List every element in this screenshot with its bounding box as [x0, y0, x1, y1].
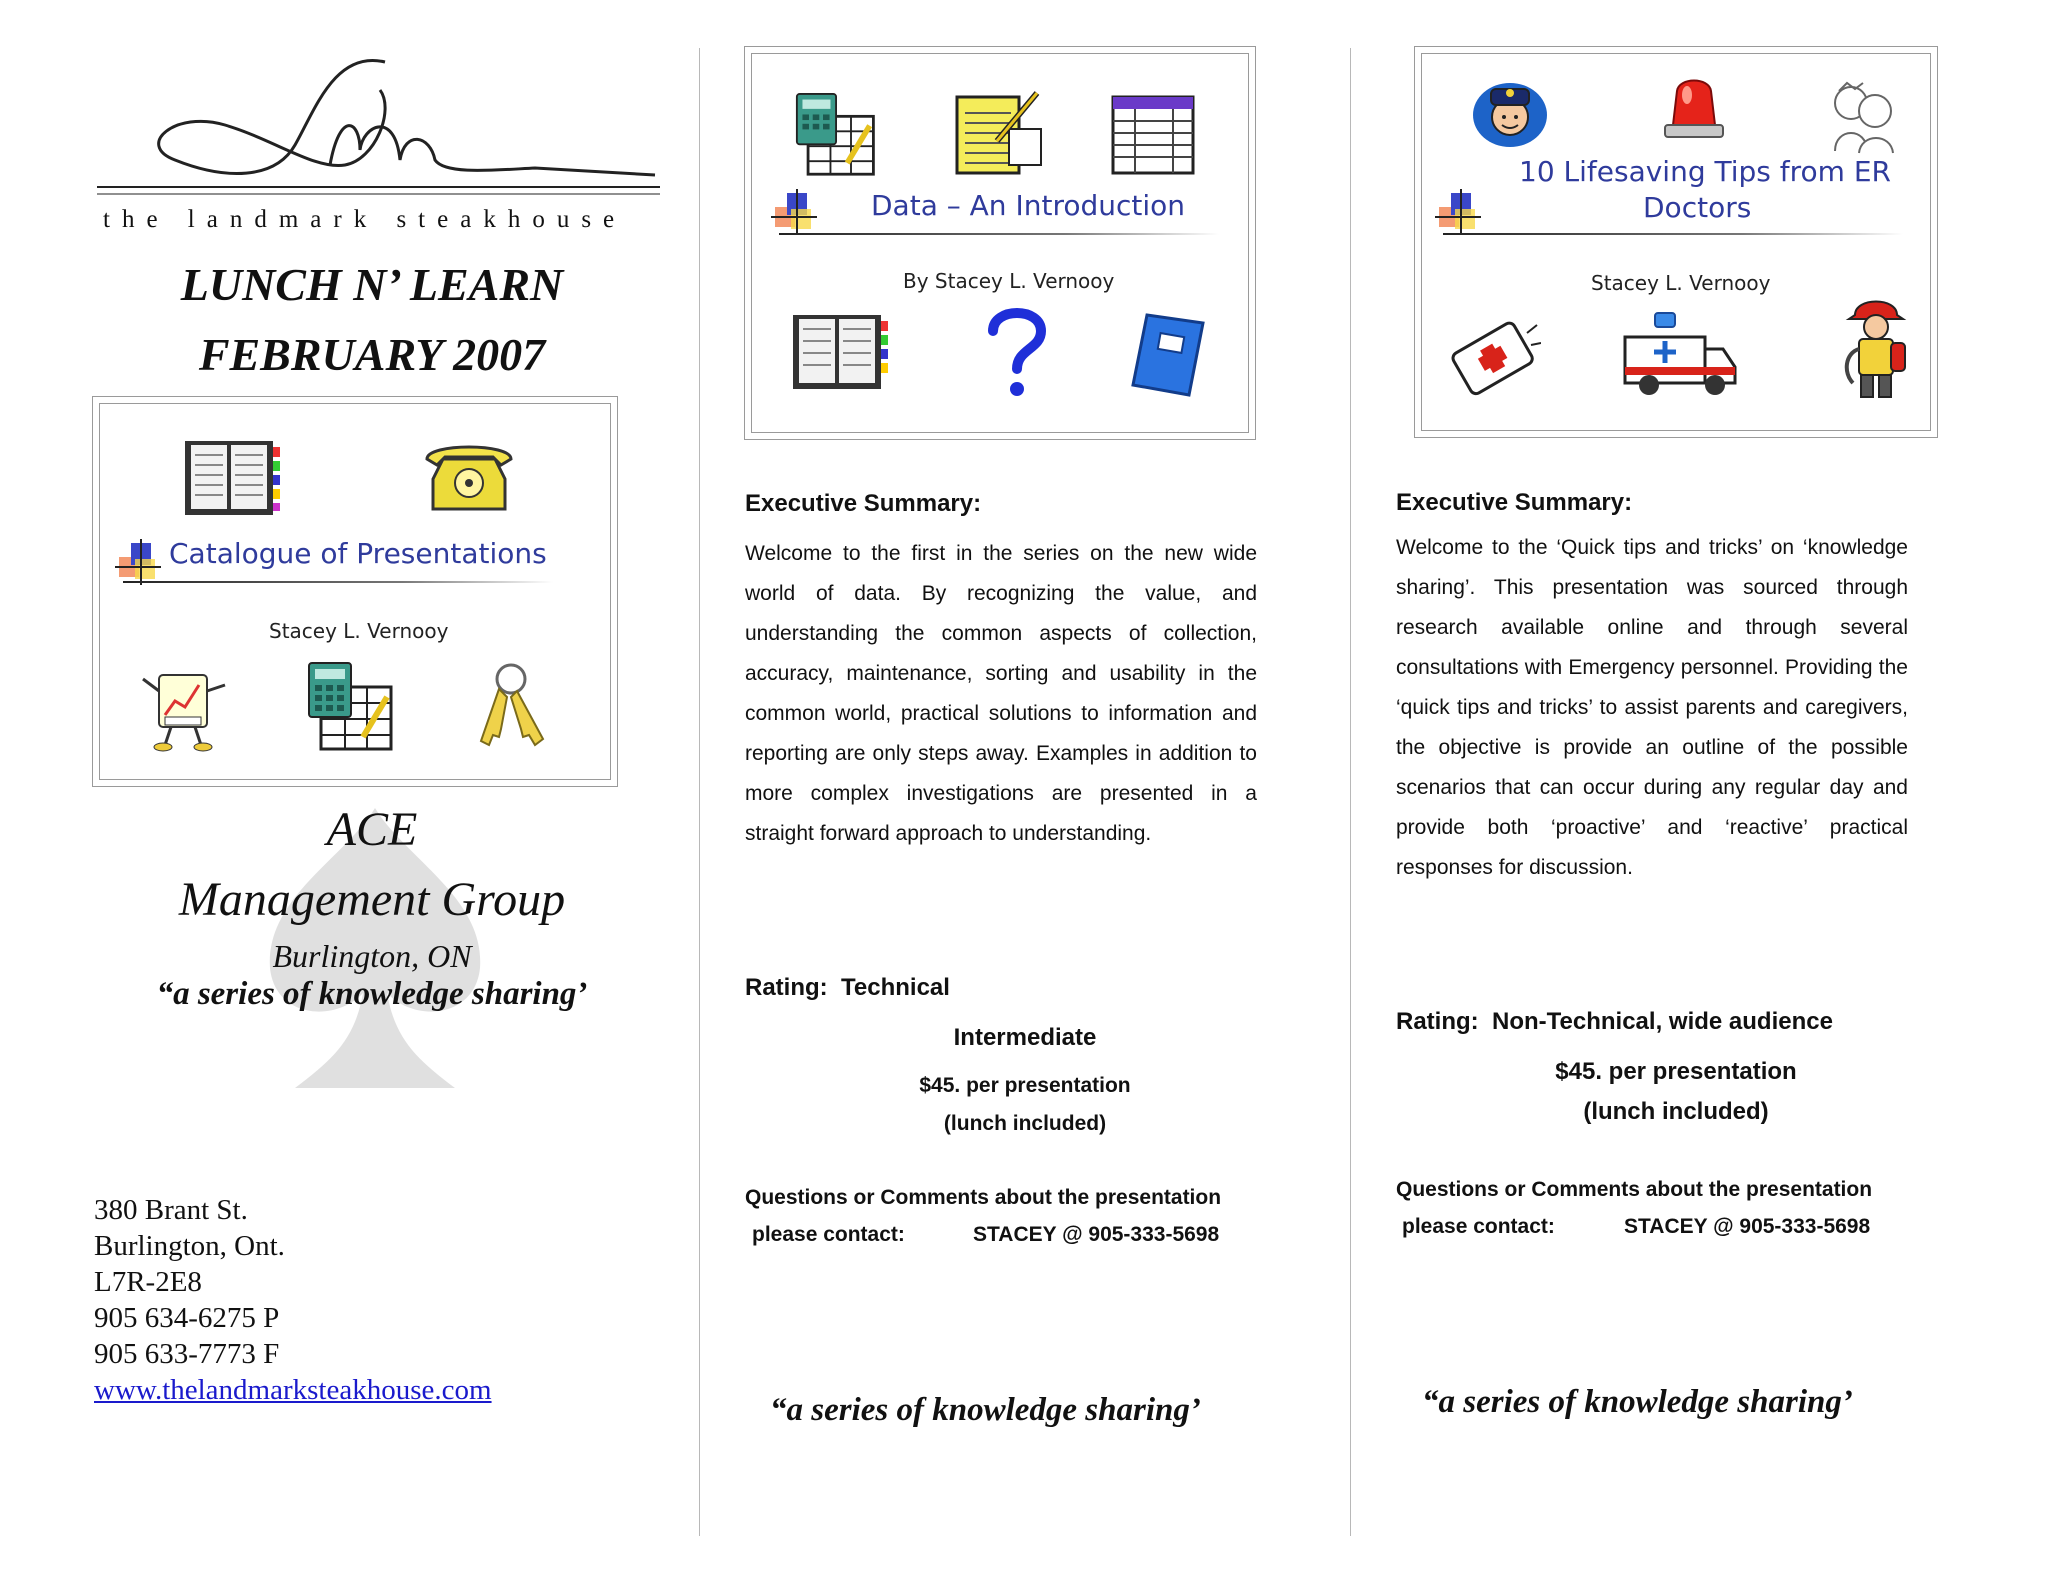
org-location: Burlington, ON	[272, 938, 472, 974]
price-note: (lunch included)	[943, 1112, 1107, 1135]
address-street: 380 Brant St.	[94, 1194, 248, 1226]
slide-accent-icon	[771, 189, 817, 235]
summary-heading: Executive Summary:	[1396, 489, 1633, 516]
table-grid-icon	[1111, 95, 1195, 175]
contact-label: please contact:	[752, 1223, 905, 1246]
org-name-line2: Management Group	[178, 873, 566, 926]
address-city: Burlington, Ont.	[94, 1230, 285, 1262]
slide-title-line1: 10 Lifesaving Tips from ER	[1519, 155, 1891, 188]
open-book-icon	[789, 309, 889, 395]
landmark-logo	[95, 50, 665, 240]
column-divider-left	[699, 48, 700, 1536]
contact-line: Questions or Comments about the presentation	[1396, 1178, 1873, 1201]
calculator-spreadsheet-icon	[307, 661, 397, 753]
open-book-icon	[181, 435, 281, 521]
left-tagline: “a series of knowledge sharing’	[156, 976, 588, 1012]
calculator-spreadsheet-icon	[795, 89, 879, 181]
telephone-icon	[423, 439, 515, 519]
er-tips-slide	[1414, 46, 1938, 438]
summary-heading: Executive Summary:	[745, 490, 982, 517]
first-aid-kit-icon	[1445, 317, 1541, 397]
contact-label: please contact:	[1402, 1215, 1555, 1238]
event-date: FEBRUARY 2007	[198, 329, 546, 380]
slide-author: By Stacey L. Vernooy	[903, 269, 1115, 293]
siren-light-icon	[1659, 73, 1729, 143]
rating-value: Technical	[841, 974, 950, 1001]
blue-notebook-icon	[1129, 309, 1209, 399]
address-phone: 905 634-6275 P	[94, 1302, 280, 1334]
question-mark-icon	[981, 303, 1051, 399]
price: $45. per presentation	[919, 1074, 1131, 1097]
slide-title: Data – An Introduction	[871, 189, 1186, 222]
contact-value: STACEY @ 905-333-5698	[973, 1223, 1220, 1246]
address-fax: 905 633-7773 F	[94, 1338, 280, 1370]
worried-people-icon	[1821, 75, 1901, 155]
police-officer-icon	[1471, 77, 1549, 149]
slide-title: Catalogue of Presentations	[169, 537, 547, 570]
price-note: (lunch included)	[1583, 1098, 1769, 1125]
org-name-line1: ACE	[326, 803, 418, 856]
data-intro-slide	[744, 46, 1256, 440]
rating-label: Rating:	[745, 974, 828, 1001]
slide-title-line2: Doctors	[1643, 191, 1752, 224]
rating-value: Non-Technical, wide audience	[1492, 1008, 1833, 1035]
slide-title-rule	[1443, 233, 1903, 235]
ambulance-icon	[1619, 309, 1739, 399]
event-title: LUNCH N’ LEARN	[180, 259, 564, 310]
rating-level: Intermediate	[953, 1024, 1097, 1051]
address-block	[94, 1192, 654, 1408]
keys-icon	[471, 661, 553, 753]
slide-accent-icon	[115, 539, 161, 585]
rating-label: Rating:	[1396, 1008, 1479, 1035]
middle-tagline: “a series of knowledge sharing’	[770, 1392, 1201, 1428]
summary-body: Welcome to the ‘Quick tips and tricks’ on ‘knowledge sharing’. This presentation was sourced through research available online and through several consultations with Emergency personnel. Providing the ‘quick tips and tricks’ to assist parents and caregivers, the objective is provide an outline of the possible scenarios that can occur during any regular day and provide both ‘proactive’ and ‘reactive’ practical responses for discussion.	[1396, 536, 1908, 879]
catalogue-slide	[92, 396, 618, 787]
website-link[interactable]: www.thelandmarksteakhouse.com	[94, 1374, 492, 1406]
contact-value: STACEY @ 905-333-5698	[1624, 1215, 1871, 1238]
slide-author: Stacey L. Vernooy	[1591, 271, 1771, 295]
sales-chart-character-icon	[139, 661, 231, 753]
lm-monogram-icon	[95, 50, 665, 200]
slide-title-rule	[779, 233, 1219, 235]
contact-line: Questions or Comments about the presentation	[745, 1186, 1222, 1209]
price: $45. per presentation	[1555, 1058, 1797, 1085]
slide-author: Stacey L. Vernooy	[269, 619, 449, 643]
rating	[1396, 1008, 1833, 1036]
column-divider-right	[1350, 48, 1351, 1536]
right-tagline: “a series of knowledge sharing’	[1422, 1384, 1853, 1420]
slide-accent-icon	[1435, 189, 1481, 235]
slide-title-rule	[123, 581, 553, 583]
notepad-pencil-icon	[953, 89, 1045, 179]
firefighter-icon	[1839, 293, 1913, 403]
rating	[745, 974, 950, 1002]
brand-name: the landmark steakhouse	[103, 206, 627, 233]
summary-body: Welcome to the first in the series on the new wide world of data. By recognizing the value, and understanding the common aspects of collection, accuracy, maintenance, sorting and usability in the common world, practical solutions to information and reporting are only steps away. Examples in addition to more complex investigations are presented in a straight forward approach to understanding.	[745, 542, 1257, 845]
address-postal: L7R-2E8	[94, 1266, 202, 1298]
